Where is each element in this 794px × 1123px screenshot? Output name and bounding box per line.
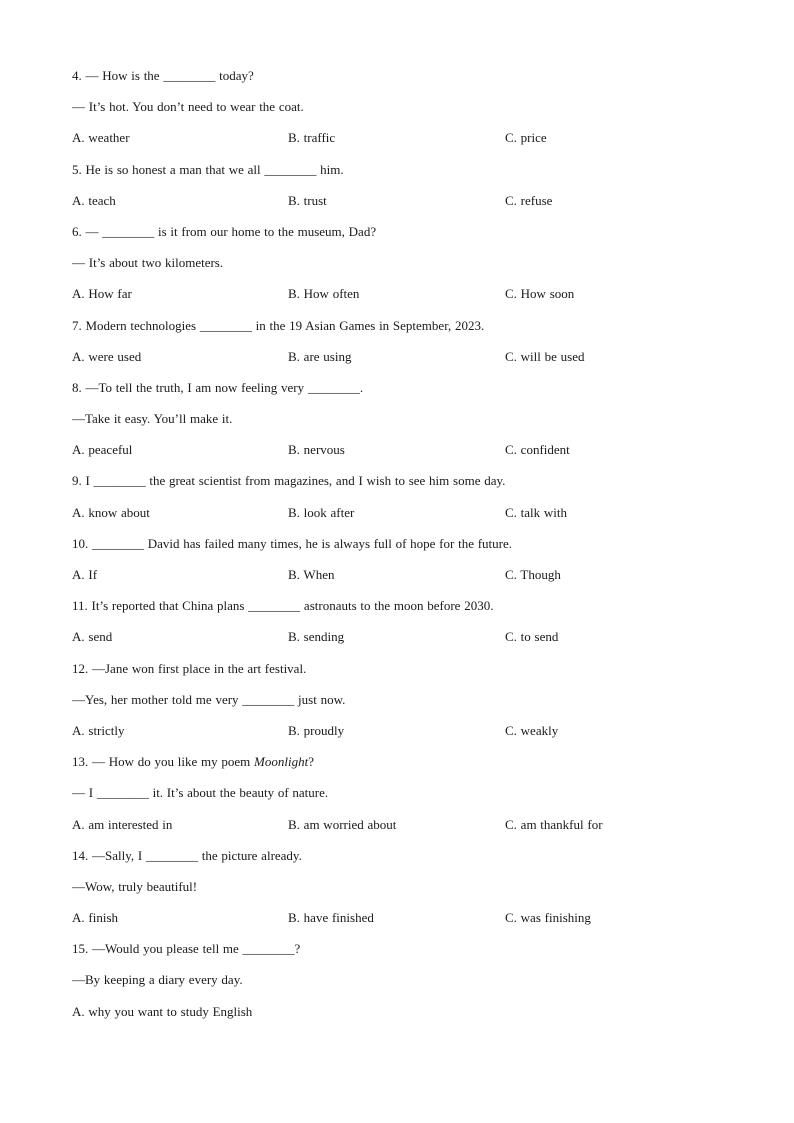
- question-5-option-c: C. refuse: [505, 192, 553, 208]
- question-5-stem: 5. He is so honest a man that we all ________ him.: [72, 161, 344, 177]
- question-14-response: —Wow, truly beautiful!: [72, 878, 198, 894]
- question-10-option-c: C. Though: [505, 567, 561, 582]
- question-6-options: [72, 284, 732, 315]
- question-9-option-b: B. look after: [288, 504, 355, 520]
- question-10-options: [72, 565, 732, 596]
- question-7-option-c: C. will be used: [505, 348, 585, 364]
- question-10-option-a: A. If: [72, 567, 98, 582]
- question-11-options: [72, 627, 732, 658]
- question-11-option-c: C. to send: [505, 629, 559, 645]
- question-4-option-a: A. weather: [72, 130, 130, 146]
- question-15-option-a: A. why you want to study English: [72, 1003, 253, 1019]
- question-13-stem-after: ?: [308, 754, 314, 770]
- question-15-response: —By keeping a diary every day.: [72, 972, 243, 988]
- question-5-option-a: A. teach: [72, 192, 116, 208]
- question-4-options: [72, 128, 732, 159]
- question-11-option-b: B. sending: [288, 629, 345, 645]
- question-14-stem: 14. —Sally, I ________ the picture already.: [72, 847, 302, 863]
- question-4-option-b: B. traffic: [288, 130, 336, 146]
- question-10-stem: 10. ________ David has failed many times, he is always full of hope for the future.: [72, 535, 513, 551]
- question-15-options: [72, 1002, 732, 1033]
- question-15-stem: 15. —Would you please tell me ________?: [72, 941, 301, 957]
- question-7-option-b: B. are using: [288, 348, 352, 364]
- question-13-option-c: C. am thankful for: [505, 816, 603, 832]
- question-8-option-a: A. peaceful: [72, 442, 133, 458]
- question-13-option-b: B. am worried about: [288, 816, 397, 832]
- question-7-option-a: A. were used: [72, 348, 142, 364]
- question-4-response: — It’s hot. You don’t need to wear the coat.: [72, 99, 304, 115]
- question-6-option-a: A. How far: [72, 286, 132, 302]
- question-6-option-b: B. How often: [288, 286, 360, 302]
- question-7-options: [72, 347, 732, 378]
- question-9-option-a: A. know about: [72, 504, 150, 520]
- question-14-option-a: A. finish: [72, 910, 118, 926]
- question-8-option-b: B. nervous: [288, 442, 345, 458]
- question-4-option-c: C. price: [505, 130, 547, 146]
- question-12-options: [72, 721, 732, 752]
- question-12-option-a: A. strictly: [72, 722, 125, 738]
- question-7-stem: 7. Modern technologies ________ in the 19 Asian Games in September, 2023.: [72, 317, 485, 333]
- question-13-option-a: A. am interested in: [72, 816, 173, 832]
- question-8-stem: 8. —To tell the truth, I am now feeling very ________.: [72, 379, 364, 395]
- question-13-stem-before: 13. — How do you like my poem: [72, 754, 255, 770]
- question-5-options: [72, 191, 732, 222]
- question-12-response: —Yes, her mother told me very ________ just now.: [72, 691, 346, 707]
- question-8-options: [72, 440, 732, 471]
- question-12-option-b: B. proudly: [288, 722, 345, 738]
- question-11-option-a: A. send: [72, 629, 113, 645]
- question-14-options: [72, 908, 732, 939]
- question-9-stem: 9. I ________ the great scientist from magazines, and I wish to see him some day.: [72, 473, 506, 489]
- question-4-stem: 4. — How is the ________ today?: [72, 68, 254, 83]
- question-6-option-c: C. How soon: [505, 286, 575, 302]
- question-10-option-b: B. When: [288, 567, 335, 582]
- question-12-stem: 12. —Jane won first place in the art festival.: [72, 660, 307, 676]
- question-13-stem: [72, 752, 732, 783]
- question-6-response: — It’s about two kilometers.: [72, 255, 224, 271]
- question-6-stem: 6. — ________ is it from our home to the museum, Dad?: [72, 223, 377, 239]
- question-11-stem: 11. It’s reported that China plans ________ astronauts to the moon before 2030.: [72, 598, 494, 614]
- question-8-option-c: C. confident: [505, 442, 570, 458]
- question-13-options: [72, 815, 732, 846]
- question-12-option-c: C. weakly: [505, 722, 559, 738]
- question-13-response: — I ________ it. It’s about the beauty of nature.: [72, 785, 329, 801]
- question-5-option-b: B. trust: [288, 192, 327, 208]
- question-14-option-b: B. have finished: [288, 910, 374, 926]
- question-8-response: —Take it easy. You’ll make it.: [72, 411, 233, 427]
- poem-title: Moonlight: [254, 754, 309, 770]
- question-9-options: [72, 503, 732, 534]
- question-14-option-c: C. was finishing: [505, 910, 591, 926]
- question-9-option-c: C. talk with: [505, 504, 568, 520]
- exam-page: [72, 66, 732, 1033]
